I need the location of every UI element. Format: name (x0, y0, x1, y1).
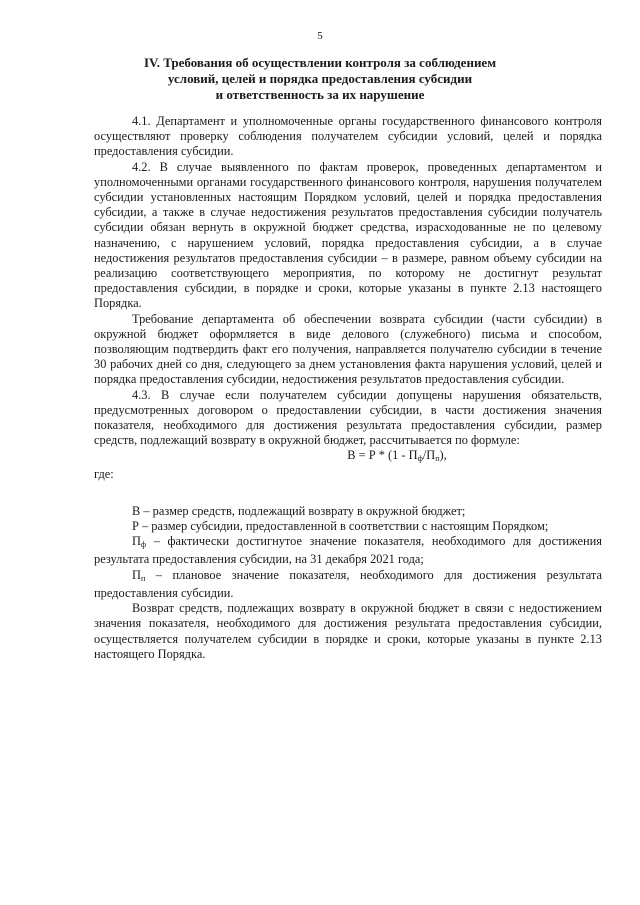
document-body (94, 114, 602, 662)
formula (94, 448, 602, 466)
formula-sub-plan: п (435, 454, 440, 464)
where-label: где: (94, 466, 114, 481)
definition-p-plan-symbol: П (132, 567, 141, 582)
definition-p-fact (94, 534, 602, 567)
formula-sub-fact: ф (417, 454, 423, 464)
definition-p-fact-sub: ф (140, 540, 147, 550)
definition-p-plan (94, 568, 602, 601)
paragraph-closing: Возврат средств, подлежащих возврату в окружной бюджет в связи с недостижением значения показателя, необходимого для достижения результата предоставления субсидии, осуществляется получателем субсидии в порядке и сроки, которые указаны в пункте 2.13 настоящего Порядка. (94, 601, 602, 661)
definition-r: Р – размер субсидии, предоставленной в соответствии с настоящим Порядком; (132, 519, 549, 534)
section-title-line-3: и ответственность за их нарушение (215, 87, 425, 102)
formula-mid: /П (422, 448, 436, 463)
paragraph-refund-demand: Требование департамента об обеспечении возврата субсидии (части субсидии) в окружной бюджет оформляется в виде делового (служебного) письма и способом, позволяющим подтвердить факт его получения, направляется получателю субсидии в течение 30 рабочих дней со дня, следующего за днем установления факта нарушения условий, целей и порядка предоставления субсидии, недостижения результатов предоставления субсидии. (94, 311, 602, 387)
page-number: 5 (317, 30, 323, 42)
section-title-line-1: IV. Требования об осуществлении контроля за соблюдением (143, 55, 497, 70)
formula-lhs: В = Р * (1 - П (347, 448, 418, 463)
formula-end: ), (439, 448, 447, 463)
paragraph-4-3: 4.3. В случае если получателем субсидии допущены нарушения обязательств, предусмотренных договором о предоставлении субсидии, в части достижения значения показателя, необходимого для достижения результата предоставления субсидии, размер средств, подлежащий возврату в окружной бюджет, рассчитывается по формуле: (94, 387, 602, 448)
definition-p-plan-sub: п (140, 573, 146, 583)
definition-v: В – размер средств, подлежащий возврату в окружной бюджет; (132, 503, 466, 518)
definition-p-fact-symbol: П (132, 534, 141, 549)
section-title-line-2: условий, целей и порядка предоставления субсидии (167, 71, 473, 86)
paragraph-4-1: 4.1. Департамент и уполномоченные органы государственного финансового контроля осуществляют проверку соблюдения получателем субсидии условий, целей и порядка предоставления субсидии. (94, 114, 602, 159)
definition-p-plan-text: – плановое значение показателя, необходимого для достижения результата предоставления субсидии. (94, 567, 602, 600)
section-title (110, 55, 530, 103)
definition-p-fact-text: – фактически достигнутое значение показателя, необходимого для достижения результата предоставления субсидии, на 31 декабря 2021 года; (94, 534, 602, 567)
paragraph-4-2: 4.2. В случае выявленного по фактам проверок, проведенных департаментом и уполномоченными органами государственного финансового контроля, нарушения получателем субсидии установленных настоящим Порядком условий, целей и порядка предоставления субсидии, а также в случае недостижения результатов предоставления субсидии получатель субсидии обязан вернуть в окружной бюджет средства, израсходованные не по целевому назначению, с нарушением условий, порядка предоставления субсидии, а в случае недостижения результатов предоставления субсидии – в размере, равном объему субсидии на реализацию соответствующего мероприятия, по которому не достигнут результат предоставления субсидии, в порядке и сроки, которые указаны в пункте 2.13 настоящего Порядка. (94, 159, 602, 311)
